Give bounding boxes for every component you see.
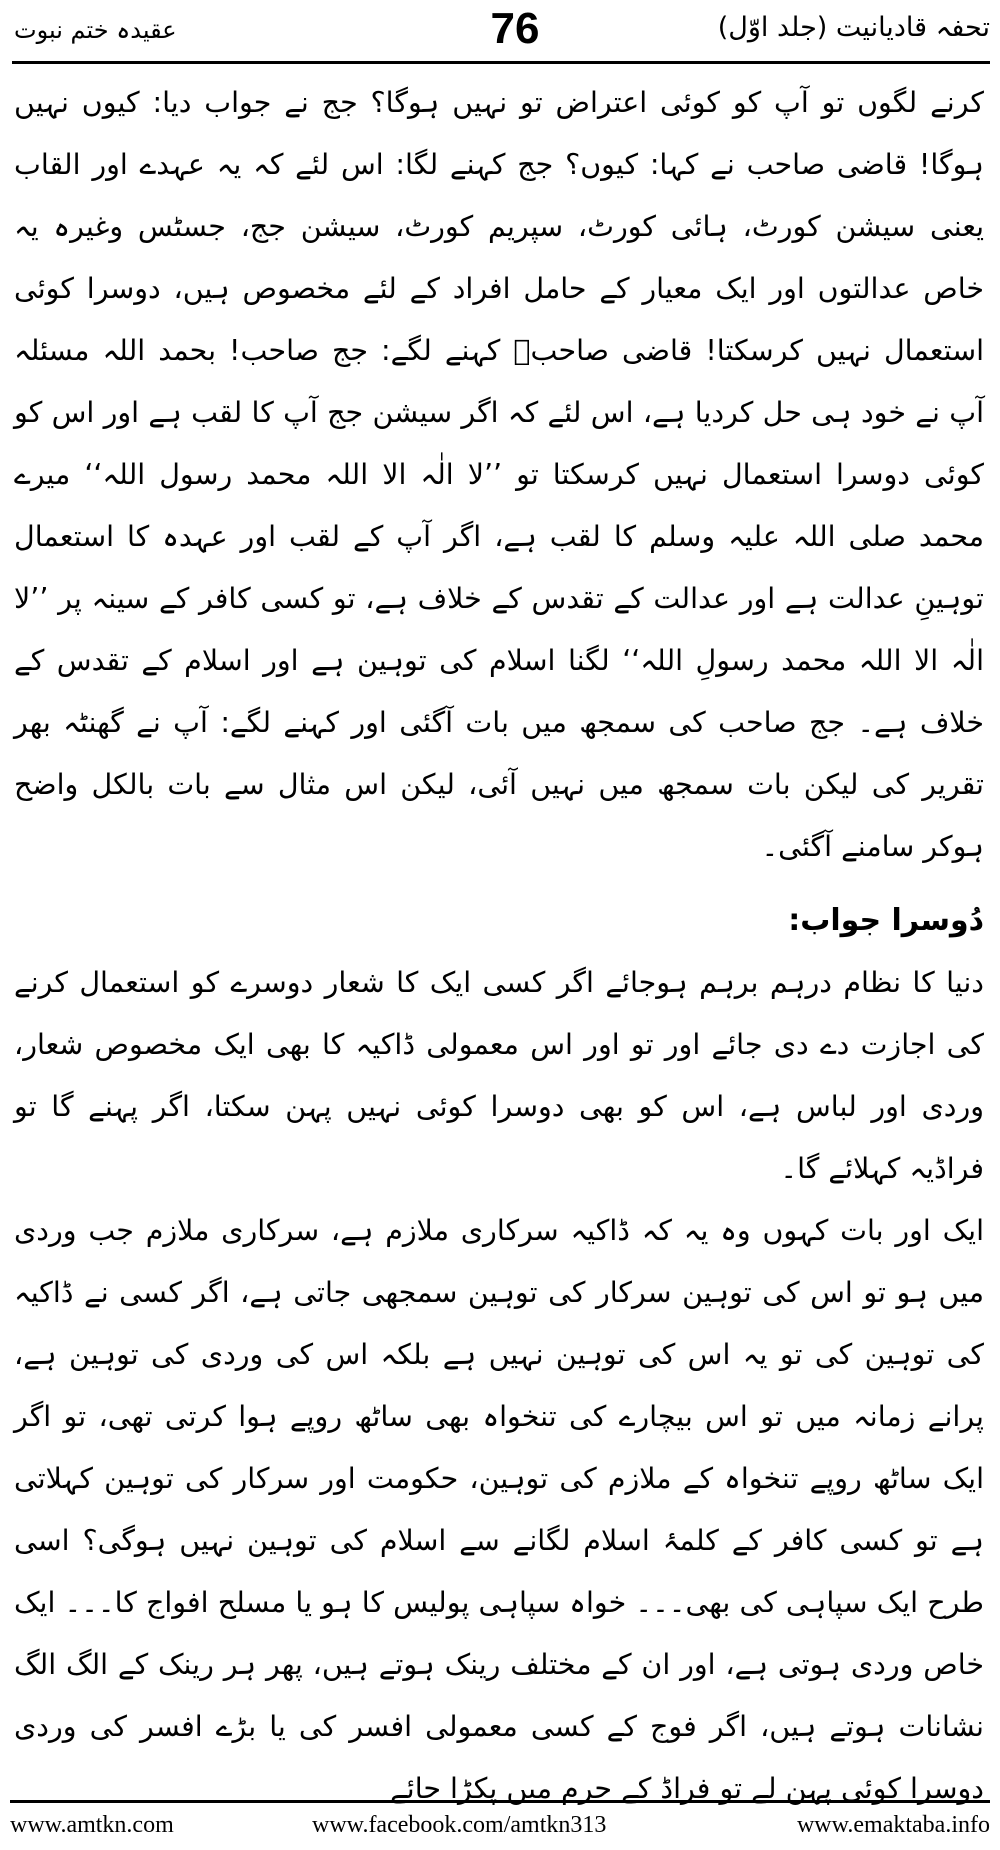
section-heading: دُوسرا جواب: [788, 903, 984, 938]
header-divider [12, 61, 990, 64]
footer-link-emaktaba[interactable]: www.emaktaba.info [796, 1812, 990, 1838]
book-title: تحفہ قادیانیت (جلد اوّل) [717, 12, 990, 43]
page-footer [0, 1808, 1000, 1844]
paragraph-3: ایک اور بات کہوں وہ یہ کہ ڈاکیہ سرکاری ملازم ہے، سرکاری ملازم جب وردی میں ہو تو اس کی توہین سرکار کی توہین سمجھی جاتی ہے، اگر کسی نے ڈاکیہ کی توہین کی تو یہ اس کی توہین نہیں ہے بلکہ اس کی وردی کی توہین ہے، پرانے زمانہ میں تو اس بیچارے کی تنخواہ بھی ساٹھ روپے ہوا کرتی تھی، تو اگر ایک ساٹھ روپے تنخواہ کے ملازم کی توہین، حکومت اور سرکار کی توہین کہلاتی ہے تو کسی کافر کے کلمۂ اسلام لگانے سے اسلام کی توہین نہیں ہوگی؟ اسی طرح ایک سپاہی کی بھی۔۔۔ خواہ سپاہی پولیس کا ہو یا مسلح افواج کا۔۔۔ ایک خاص وردی ہوتی ہے، اور ان کے مختلف رینک ہوتے ہیں، پھر ہر رینک کے الگ الگ نشانات ہوتے ہیں، اگر فوج کے کسی معمولی افسر کی یا بڑے افسر کی وردی دوسرا کوئی پہن لے تو فراڈ کے جرم میں پکڑا جائے [14, 1214, 984, 1805]
series-title: عقیدہ ختم نبوت [14, 16, 177, 44]
page-body [14, 72, 984, 1805]
footer-divider [10, 1800, 990, 1803]
page-number: 76 [490, 4, 540, 53]
footer-link-amtkn[interactable]: www.amtkn.com [10, 1812, 174, 1838]
page-header [0, 0, 1000, 62]
footer-link-facebook[interactable]: www.facebook.com/amtkn313 [312, 1812, 607, 1838]
paragraph-2: دنیا کا نظام درہم برہم ہوجائے اگر کسی ایک کا شعار دوسرے کو استعمال کرنے کی اجازت دے دی جائے اور تو اور اس معمولی ڈاکیہ کا بھی ایک مخصوص شعار، وردی اور لباس ہے، اس کو بھی دوسرا کوئی نہیں پہن سکتا، اگر پہنے گا تو فراڈیہ کہلائے گا۔ [14, 966, 984, 1185]
paragraph-1: کرنے لگوں تو آپ کو کوئی اعتراض تو نہیں ہوگا؟ جج نے جواب دیا: کیوں نہیں ہوگا! قاضی صاحب نے کہا: کیوں؟ جج کہنے لگا: اس لئے کہ یہ عہدے اور القاب یعنی سیشن کورٹ، ہائی کورٹ، سپریم کورٹ، سیشن جج، جسٹس وغیرہ یہ خاص عدالتوں اور ایک معیار کے حامل افراد کے لئے مخصوص ہیں، دوسرا کوئی استعمال نہیں کرسکتا! قاضی صاحبؒ کہنے لگے: جج صاحب! بحمد اللہ مسئلہ آپ نے خود ہی حل کردیا ہے، اس لئے کہ اگر سیشن جج آپ کا لقب ہے اور اس کو کوئی دوسرا استعمال نہیں کرسکتا تو ’’لا الٰہ الا اللہ محمد رسول اللہ‘‘ میرے محمد صلی اللہ علیہ وسلم کا لقب ہے، اگر آپ کے لقب اور عہدہ کا استعمال توہینِ عدالت ہے اور عدالت کے تقدس کے خلاف ہے، تو کسی کافر کے سینہ پر ’’لا الٰہ الا اللہ محمد رسولِ اللہ‘‘ لگنا اسلام کی توہین ہے اور اسلام کے تقدس کے خلاف ہے۔ جج صاحب کی سمجھ میں بات آگئی اور کہنے لگے: آپ نے گھنٹہ بھر تقریر کی لیکن بات سمجھ میں نہیں آئی، لیکن اس مثال سے بات بالکل واضح ہوکر سامنے آگئی۔ [14, 86, 984, 863]
